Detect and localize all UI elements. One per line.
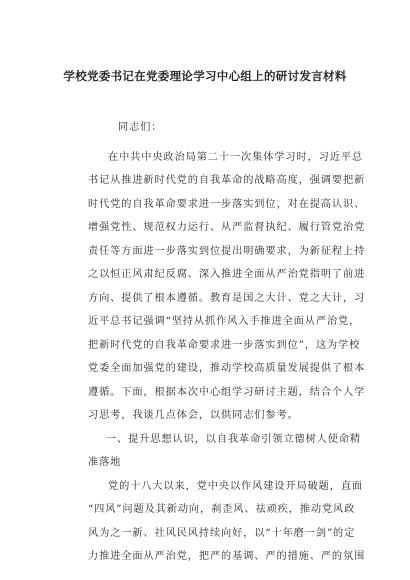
paragraph-line: 责任等方面进一步落实到位提出明确要求，为新征程上持: [88, 245, 366, 257]
document-title: 学校党委书记在党委理论学习中心组上的研讨发言材料: [63, 69, 347, 83]
paragraph-line: 近平总书记强调“坚持从抓作风入手推进全面从严治党，: [88, 316, 361, 327]
paragraph-line: 方向、提供了根本遵循。教育是国之大计、党之大计，习: [88, 292, 366, 304]
document-body: [88, 116, 366, 569]
section-heading: 一、提升思想认识，以自我革命引领立德树人使命精: [106, 433, 362, 445]
paragraph-line: 把新时代党的自我革命要求进一步落实到位”，这为学校: [88, 339, 361, 351]
salutation: 同志们：: [118, 122, 163, 133]
paragraph-line: 风为之一新、社风民风持续向好，以“十年磨一剑”的定: [88, 527, 356, 539]
paragraph-line: 遵循。下面，根据本次中心组学习研讨主题，结合个人学: [88, 386, 366, 398]
paragraph-line: “四风”问题及其新动向，刹歪风、祛顽疾，推动党风政: [88, 504, 356, 515]
paragraph-line: 时代党的自我革命要求进一步落实到位，对在提高认识、: [88, 198, 366, 210]
paragraph-line: 之以恒正风肃纪反腐、深入推进全面从严治党指明了前进: [88, 269, 366, 280]
paragraph-line: 书记从推进新时代党的自我革命的战略高度，强调要把新: [88, 175, 366, 186]
paragraph-line: 习思考，我谈几点体会，以供同志们参考。: [88, 410, 299, 421]
section-heading-continuation: 准落地: [88, 457, 122, 468]
paragraph-line: 在中共中央政治局第二十一次集体学习时，习近平总: [108, 151, 364, 163]
paragraph-line: 党的十八大以来，党中央以作风建设开局破题，直面: [108, 480, 364, 492]
paragraph-line: 力推进全面从严治党，把严的基调、严的措施、严的氛围: [88, 551, 366, 562]
paragraph-line: 增强党性、规范权力运行、从严监督执纪、履行管党治党: [88, 222, 366, 233]
paragraph-line: 党委全面加强党的建设，推动学校高质量发展提供了根本: [88, 363, 366, 374]
